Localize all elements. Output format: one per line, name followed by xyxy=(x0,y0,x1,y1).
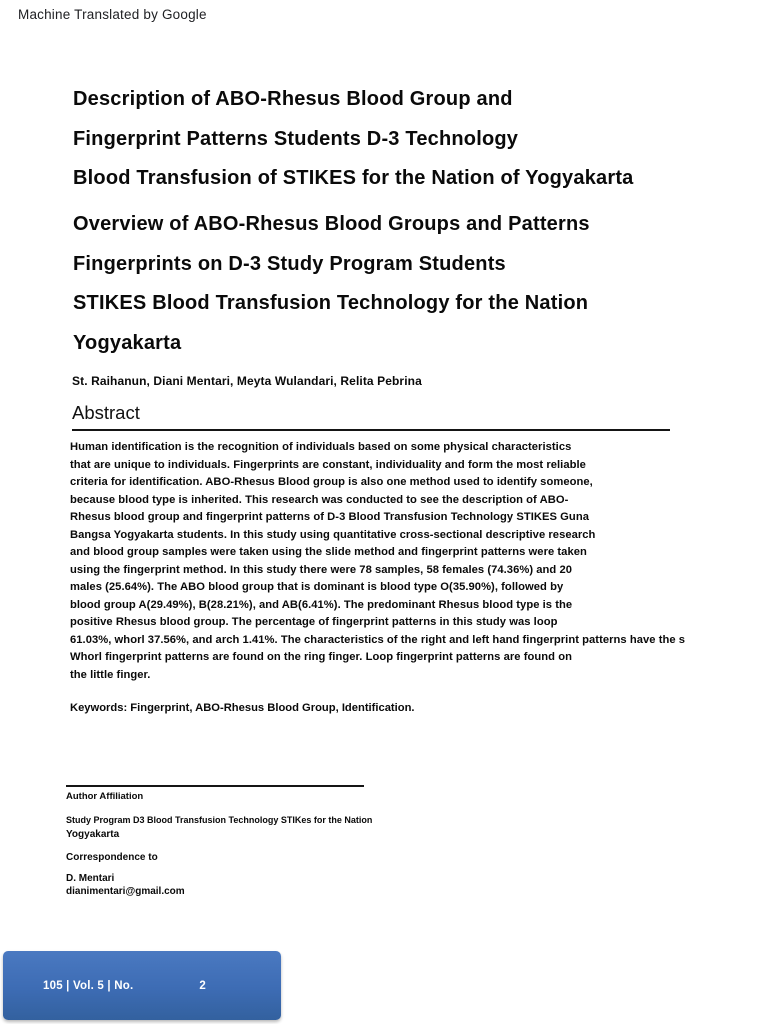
title-line: Fingerprint Patterns Students D-3 Technology xyxy=(73,127,519,150)
abstract-line: Bangsa Yogyakarta students. In this study using quantitative cross-sectional descriptive research xyxy=(70,528,596,541)
author-affiliation-block xyxy=(66,785,373,898)
machine-translated-banner: Machine Translated by Google xyxy=(18,7,207,22)
title-line: Yogyakarta xyxy=(73,331,182,354)
issue-number: 2 xyxy=(199,979,206,992)
correspondence-label: Correspondence to xyxy=(66,852,158,863)
abstract-line: that are unique to individuals. Fingerprints are constant, individuality and form the most reliable xyxy=(70,458,586,471)
abstract-line: because blood type is inherited. This research was conducted to see the description of ABO- xyxy=(70,493,569,506)
abstract-line: 61.03%, whorl 37.56%, and arch 1.41%. The characteristics of the right and left hand fingerprint patterns have the s xyxy=(70,633,686,646)
title-line: Overview of ABO-Rhesus Blood Groups and Patterns xyxy=(73,213,590,235)
title-line: Fingerprints on D-3 Study Program Students xyxy=(73,252,506,275)
page-volume-info: 105 | Vol. 5 | No. xyxy=(43,979,134,992)
correspondent-email: dianimentari@gmail.com xyxy=(66,885,185,897)
authors-line: St. Raihanun, Diani Mentari, Meyta Wulandari, Relita Pebrina xyxy=(72,374,422,388)
abstract-line: Human identification is the recognition of individuals based on some physical characteristics xyxy=(70,441,572,453)
abstract-line: positive Rhesus blood group. The percentage of fingerprint patterns in this study was loop xyxy=(70,616,558,628)
affiliation-line: Study Program D3 Blood Transfusion Technology STIKes for the Nation xyxy=(66,815,373,825)
abstract-line: Whorl fingerprint patterns are found on the ring finger. Loop fingerprint patterns are found on xyxy=(70,651,572,663)
abstract-heading: Abstract xyxy=(72,402,670,431)
title-line: STIKES Blood Transfusion Technology for the Nation xyxy=(73,292,589,314)
abstract-body xyxy=(70,439,685,684)
paper-title-translated xyxy=(73,205,590,363)
page-footer-badge xyxy=(3,951,281,1020)
paper-title-english xyxy=(73,80,634,199)
title-line: Description of ABO-Rhesus Blood Group and xyxy=(73,88,513,110)
abstract-line: males (25.64%). The ABO blood group that is dominant is blood type O(35.90%), followed by xyxy=(70,581,564,593)
affiliation-heading: Author Affiliation xyxy=(66,791,144,802)
title-line: Blood Transfusion of STIKES for the Nation of Yogyakarta xyxy=(73,167,634,189)
abstract-line: blood group A(29.49%), B(28.21%), and AB(6.41%). The predominant Rhesus blood type is the xyxy=(70,598,573,611)
correspondent-name: D. Mentari xyxy=(66,873,115,884)
keywords-line: Keywords: Fingerprint, ABO-Rhesus Blood Group, Identification. xyxy=(70,702,415,714)
abstract-line: using the fingerprint method. In this study there were 78 samples, 58 females (74.36%) and 20 xyxy=(70,563,573,576)
abstract-line: the little finger. xyxy=(70,668,151,681)
abstract-line: Rhesus blood group and fingerprint patterns of D-3 Blood Transfusion Technology STIKES Guna xyxy=(70,511,589,523)
abstract-line: and blood group samples were taken using the slide method and fingerprint patterns were taken xyxy=(70,546,587,558)
affiliation-line: Yogyakarta xyxy=(66,828,120,840)
abstract-line: criteria for identification. ABO-Rhesus Blood group is also one method used to identify someone, xyxy=(70,476,593,488)
